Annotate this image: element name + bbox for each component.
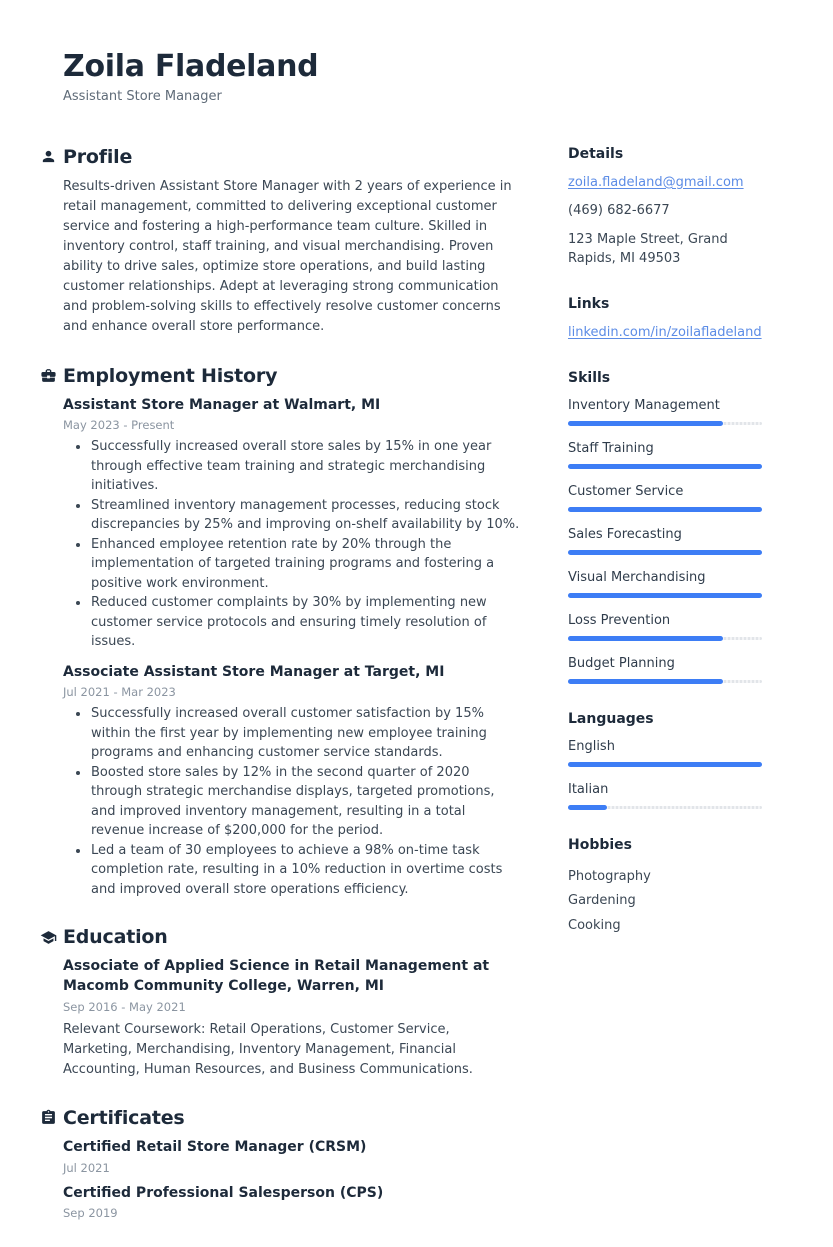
education-heading-row (40, 926, 520, 948)
skill-bar-fill (568, 507, 762, 512)
skill-bar-fill (568, 593, 762, 598)
languages-block (568, 711, 762, 810)
language-bar (568, 762, 762, 767)
links-heading: Links (568, 296, 762, 312)
clipboard-icon (40, 1109, 57, 1126)
education-dates: Sep 2016 - May 2021 (63, 1000, 520, 1014)
skill-item (568, 656, 762, 684)
job-dates: May 2023 - Present (63, 418, 520, 432)
skills-block (568, 370, 762, 684)
skill-item (568, 441, 762, 469)
certificate-dates: Sep 2019 (63, 1206, 520, 1220)
employment-heading-row (40, 365, 520, 387)
skill-item (568, 527, 762, 555)
phone-number: (469) 682-6677 (568, 202, 762, 221)
skill-label: Visual Merchandising (568, 570, 762, 585)
profile-heading: Profile (63, 146, 132, 168)
job-entry (63, 663, 520, 900)
main-column (40, 146, 520, 1247)
skill-bar (568, 679, 762, 684)
hobby-item: Gardening (568, 889, 762, 914)
person-icon (40, 148, 57, 165)
bullet-item: • Successfully increased overall customer satisfaction by 15% within the first year by implementing new employee training programs and enhancing customer service standards. (90, 704, 520, 763)
language-item (568, 782, 762, 810)
language-item (568, 739, 762, 767)
job-title: Associate Assistant Store Manager at Target, MI (63, 663, 520, 683)
bullet-item: • Boosted store sales by 12% in the second quarter of 2020 through strategic merchandise displays, targeted promotions, and improved inventory management, resulting in a total revenue increase of $200,000 for the period. (90, 763, 520, 841)
hobby-item: Cooking (568, 914, 762, 939)
person-title: Assistant Store Manager (63, 89, 762, 104)
certificate-entry (63, 1184, 520, 1221)
language-bar-fill (568, 762, 762, 767)
skill-label: Loss Prevention (568, 613, 762, 628)
skill-item (568, 570, 762, 598)
education-description: Relevant Coursework: Retail Operations, Customer Service, Marketing, Merchandising, Inventory Management, Financial Accounting, Human Resources, and Business Communications. (63, 1020, 520, 1080)
certificate-title: Certified Retail Store Manager (CRSM) (63, 1138, 520, 1158)
links-block (568, 296, 762, 343)
certificate-entry (63, 1138, 520, 1175)
language-bar (568, 805, 762, 810)
languages-heading: Languages (568, 711, 762, 727)
header (63, 50, 762, 104)
skill-bar-fill (568, 421, 723, 426)
degree-title: Associate of Applied Science in Retail Management at Macomb Community College, Warren, MI (63, 957, 520, 996)
education-entry (63, 957, 520, 1080)
skill-label: Customer Service (568, 484, 762, 499)
details-block (568, 146, 762, 269)
section-employment (40, 365, 520, 900)
email-link[interactable]: zoila.fladeland@gmail.com (568, 175, 744, 190)
person-name: Zoila Fladeland (63, 50, 762, 85)
education-heading: Education (63, 926, 168, 948)
briefcase-icon (40, 367, 57, 384)
certificates-heading: Certificates (63, 1107, 185, 1129)
job-bullets (63, 704, 520, 899)
skill-bar (568, 464, 762, 469)
skill-bar (568, 636, 762, 641)
skill-bar-fill (568, 464, 762, 469)
content-columns (40, 146, 762, 1247)
bullet-item: • Enhanced employee retention rate by 20% through the implementation of targeted training programs and fostering a positive work environment. (90, 535, 520, 594)
certificates-heading-row (40, 1107, 520, 1129)
section-certificates (40, 1107, 520, 1220)
job-dates: Jul 2021 - Mar 2023 (63, 685, 520, 699)
bullet-item: • Led a team of 30 employees to achieve a 98% on-time task completion rate, resulting in a 10% reduction in overtime costs and improved overall store operations efficiency. (90, 841, 520, 900)
profile-text: Results-driven Assistant Store Manager with 2 years of experience in retail management, committed to delivering exceptional customer service and fostering a high-performance team culture. Skilled in inventory control, staff training, and visual merchandising. Proven ability to drive sales, optimize store operations, and build lasting customer relationships. Adept at leveraging strong communication and problem-solving skills to effectively resolve customer concerns and enhance overall store performance. (63, 177, 520, 338)
skill-bar (568, 550, 762, 555)
language-bar-fill (568, 805, 607, 810)
skill-bar (568, 421, 762, 426)
skill-item (568, 398, 762, 426)
job-title: Assistant Store Manager at Walmart, MI (63, 396, 520, 416)
details-heading: Details (568, 146, 762, 162)
skill-label: Sales Forecasting (568, 527, 762, 542)
skill-bar (568, 593, 762, 598)
bullet-item: • Successfully increased overall store sales by 15% in one year through effective team training and strategic merchandising initiatives. (90, 437, 520, 496)
sidebar (568, 146, 762, 1247)
skill-bar-fill (568, 679, 723, 684)
linkedin-link[interactable]: linkedin.com/in/zoilafladeland (568, 325, 762, 340)
language-label: Italian (568, 782, 762, 797)
skill-bar-fill (568, 550, 762, 555)
skill-item (568, 613, 762, 641)
hobbies-block (568, 837, 762, 939)
skill-bar-fill (568, 636, 723, 641)
job-entry (63, 396, 520, 652)
job-bullets (63, 437, 520, 652)
graduation-cap-icon (40, 929, 57, 946)
address: 123 Maple Street, Grand Rapids, MI 49503 (568, 231, 762, 269)
hobby-item: Photography (568, 865, 762, 890)
hobbies-heading: Hobbies (568, 837, 762, 853)
profile-heading-row (40, 146, 520, 168)
bullet-item: • Reduced customer complaints by 30% by implementing new customer service protocols and ensuring timely resolution of issues. (90, 593, 520, 652)
language-label: English (568, 739, 762, 754)
employment-heading: Employment History (63, 365, 277, 387)
skill-label: Inventory Management (568, 398, 762, 413)
section-education (40, 926, 520, 1080)
skill-bar (568, 507, 762, 512)
skill-label: Budget Planning (568, 656, 762, 671)
skill-item (568, 484, 762, 512)
certificate-title: Certified Professional Salesperson (CPS) (63, 1184, 520, 1204)
section-profile (40, 146, 520, 338)
certificate-dates: Jul 2021 (63, 1161, 520, 1175)
skill-label: Staff Training (568, 441, 762, 456)
bullet-item: • Streamlined inventory management processes, reducing stock discrepancies by 25% and improving on-shelf availability by 10%. (90, 496, 520, 535)
skills-heading: Skills (568, 370, 762, 386)
